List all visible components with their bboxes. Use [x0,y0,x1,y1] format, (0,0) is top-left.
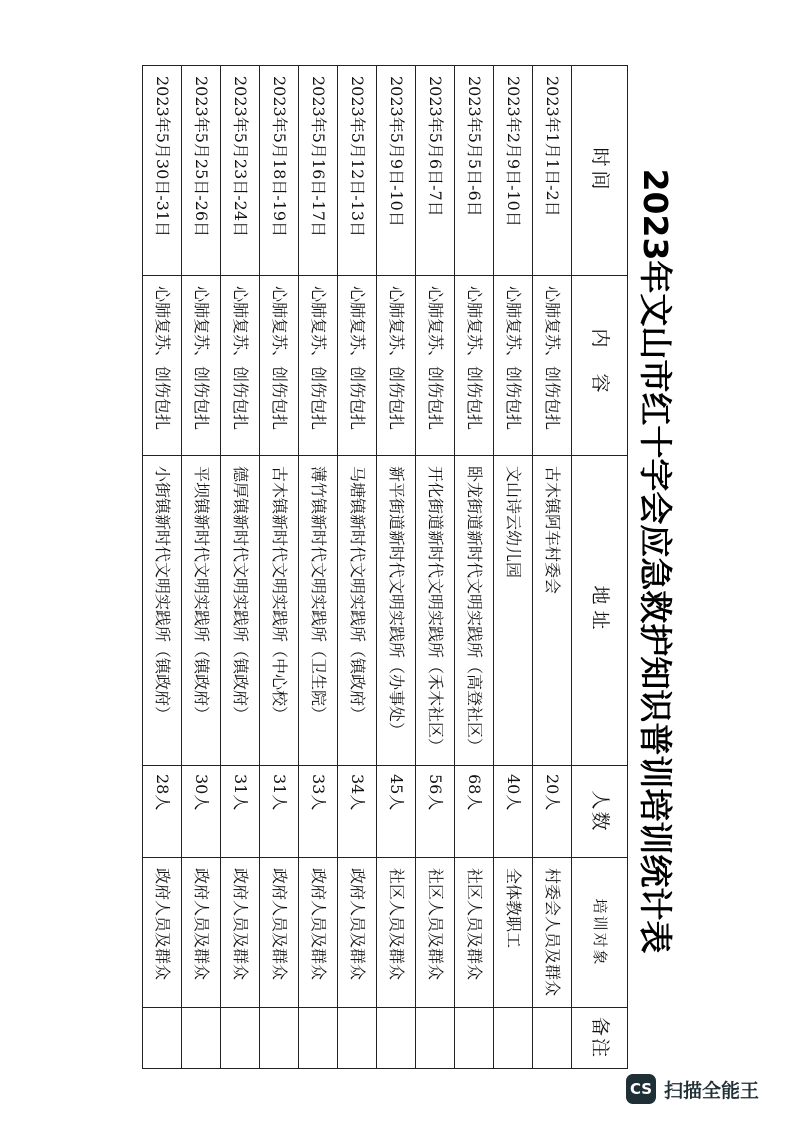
cell-remark [455,1008,494,1069]
cell-count: 45人 [377,766,416,858]
cell-target: 政府人员及群众 [143,858,182,1008]
table-row [494,66,533,1069]
cell-date: 2023年5月16日-17日 [299,66,338,276]
camscanner-logo-icon: CS [626,1074,656,1104]
cell-address: 小街镇新时代文明实践所（镇政府） [143,456,182,766]
cell-address: 卧龙街道新时代文明实践所（高登社区） [455,456,494,766]
cell-target: 政府人员及群众 [221,858,260,1008]
cell-remark [338,1008,377,1069]
column-header-remark: 备注 [572,1008,628,1069]
cell-content: 心肺复苏、创伤包扎 [377,276,416,456]
document-title: 2023年文山市红十字会应急救护知识普训培训统计表 [636,168,675,954]
cell-address: 德厚镇新时代文明实践所（镇政府） [221,456,260,766]
column-header-target: 培训对象 [572,858,628,1008]
table-row [533,66,572,1069]
table-row [338,66,377,1069]
table-row [260,66,299,1069]
cell-date: 2023年5月18日-19日 [260,66,299,276]
cell-remark [299,1008,338,1069]
cell-count: 34人 [338,766,377,858]
cell-target: 政府人员及群众 [182,858,221,1008]
cell-date: 2023年2月9日-10日 [494,66,533,276]
cell-count: 33人 [299,766,338,858]
table-row [455,66,494,1069]
table-header-row [572,66,628,1069]
cell-date: 2023年5月23日-24日 [221,66,260,276]
cell-content: 心肺复苏、创伤包扎 [455,276,494,456]
cell-content: 心肺复苏、创伤包扎 [533,276,572,456]
cell-remark [494,1008,533,1069]
table-row [143,66,182,1069]
column-header-content: 内 容 [572,276,628,456]
cell-remark [533,1008,572,1069]
cell-count: 68人 [455,766,494,858]
cell-count: 20人 [533,766,572,858]
cell-remark [416,1008,455,1069]
cell-remark [143,1008,182,1069]
cell-count: 31人 [221,766,260,858]
cell-target: 社区人员及群众 [455,858,494,1008]
table-row [416,66,455,1069]
cell-remark [221,1008,260,1069]
table-row [221,66,260,1069]
cell-address: 新平街道新时代文明实践所（办事处） [377,456,416,766]
cell-content: 心肺复苏、创伤包扎 [338,276,377,456]
cell-count: 40人 [494,766,533,858]
cell-remark [260,1008,299,1069]
cell-date: 2023年5月9日-10日 [377,66,416,276]
cell-date: 2023年5月6日-7日 [416,66,455,276]
table-row [299,66,338,1069]
column-header-address: 地址 [572,456,628,766]
column-header-count: 人数 [572,766,628,858]
cell-date: 2023年5月25日-26日 [182,66,221,276]
cell-date: 2023年5月30日-31日 [143,66,182,276]
cell-address: 古木镇新时代文明实践所（中心校） [260,456,299,766]
cell-remark [377,1008,416,1069]
cell-content: 心肺复苏、创伤包扎 [494,276,533,456]
column-header-date: 时间 [572,66,628,276]
cell-content: 心肺复苏、创伤包扎 [416,276,455,456]
cell-target: 政府人员及群众 [299,858,338,1008]
scanner-watermark [626,1074,759,1104]
cell-address: 薄竹镇新时代文明实践所（卫生院） [299,456,338,766]
cell-address: 马塘镇新时代文明实践所（镇政府） [338,456,377,766]
cell-count: 28人 [143,766,182,858]
cell-target: 政府人员及群众 [338,858,377,1008]
cell-content: 心肺复苏、创伤包扎 [260,276,299,456]
cell-date: 2023年1月1日-2日 [533,66,572,276]
cell-target: 社区人员及群众 [377,858,416,1008]
cell-count: 31人 [260,766,299,858]
cell-date: 2023年5月12日-13日 [338,66,377,276]
training-statistics-table [142,65,628,1069]
cell-count: 30人 [182,766,221,858]
cell-count: 56人 [416,766,455,858]
cell-target: 村委会人员及群众 [533,858,572,1008]
cell-address: 古木镇阿车村委会 [533,456,572,766]
cell-content: 心肺复苏、创伤包扎 [182,276,221,456]
cell-content: 心肺复苏、创伤包扎 [221,276,260,456]
cell-address: 文山诗云幼儿园 [494,456,533,766]
cell-target: 政府人员及群众 [260,858,299,1008]
cell-target: 社区人员及群众 [416,858,455,1008]
table-body [143,66,572,1069]
watermark-text: 扫描全能王 [664,1079,760,1102]
table-row [377,66,416,1069]
cell-content: 心肺复苏、创伤包扎 [299,276,338,456]
cell-target: 全体教职工 [494,858,533,1008]
cell-address: 开化街道新时代文明实践所（禾木社区） [416,456,455,766]
table-row [182,66,221,1069]
cell-content: 心肺复苏、创伤包扎 [143,276,182,456]
cell-remark [182,1008,221,1069]
cell-address: 平坝镇新时代文明实践所（镇政府） [182,456,221,766]
cell-date: 2023年5月5日-6日 [455,66,494,276]
